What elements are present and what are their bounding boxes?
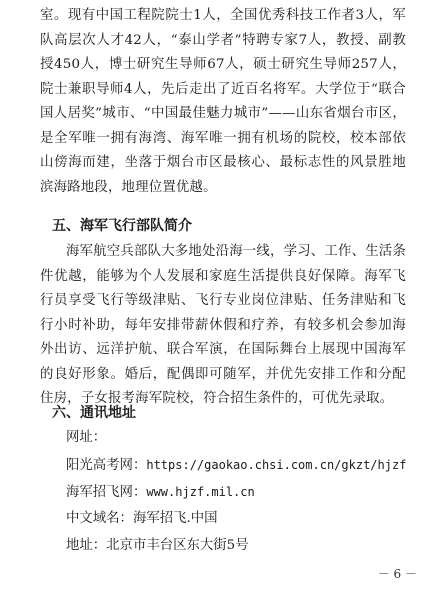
navy-recruit-link[interactable]: www.hjzf.mil.cn xyxy=(146,485,255,499)
section-heading-contact: 六、通讯地址 xyxy=(52,405,136,421)
website-label-text: 网址： xyxy=(66,430,107,445)
paragraph-flight-units: 海军航空兵部队大多地处沿海一线，学习、工作、生活条件优越，能够为个人发展和家庭生活提供良好保障。海军飞行员享受飞行等级津贴、飞行专业岗位津贴、任务津贴和飞行小时补助，每年安排带薪休假和疗养，有较多机会参加海外出访、远洋护航、联合军演，在国际舞台上展现中国海军的良好形象。婚后，配偶即可随军，并优先安排工作和分配住房，子女报考海军院校，符合招生条件的，可优先录取。 xyxy=(40,244,406,406)
chinese-domain-label: 中文域名： xyxy=(66,511,133,526)
section-heading-flight-units: 五、海军飞行部队简介 xyxy=(52,218,192,234)
address-line xyxy=(66,535,249,557)
sunshine-gaokao-link[interactable]: https://gaokao.chsi.com.cn/gkzt/hjzf xyxy=(146,458,407,472)
address-label: 地址： xyxy=(66,538,107,553)
chinese-domain-line xyxy=(66,508,218,530)
website-label xyxy=(66,427,106,449)
paragraph-university-intro: 室。现有中国工程院院士1人，全国优秀科技工作者3人，军队高层次人才42人，“泰山学者”特聘专家7人，教授、副教授450人，博士研究生导师67人，硕士研究生导师257人，院士兼职导师4人，先后走出了近百名将军。大学位于“联合国人居奖”城市、“中国最佳魅力城市”——山东省烟台市区，是全军唯一拥有海湾、海军唯一拥有机场的院校，校本部依山傍海而建，坐落于烟台市区最核心、最标志性的风景胜地滨海路地段，地理位置优越。 xyxy=(40,8,406,195)
navy-recruit-label: 海军招飞网： xyxy=(66,485,147,500)
address-value: 北京市丰台区东大街5号 xyxy=(106,538,249,553)
sunshine-gaokao-label: 阳光高考网： xyxy=(66,458,147,473)
page-number: － 6 － xyxy=(377,567,417,581)
sunshine-gaokao-line xyxy=(66,454,406,477)
navy-recruit-line xyxy=(66,481,255,504)
chinese-domain-link[interactable]: 海军招飞.中国 xyxy=(132,511,218,526)
